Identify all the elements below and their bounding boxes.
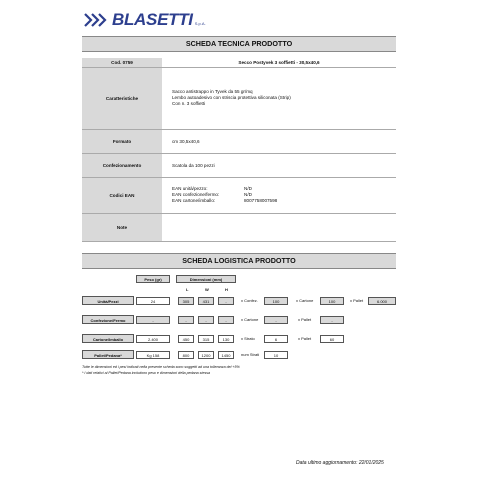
- extra-value: 100: [264, 297, 288, 305]
- ean-value: 8007758007598: [244, 198, 278, 203]
- value-note: [162, 213, 396, 241]
- product-name: Secco Postyvek 3 soffietti - 30,5x40,6: [162, 58, 396, 67]
- row-codici-ean: [82, 177, 396, 213]
- peso-unita: 24: [136, 297, 170, 305]
- extra-label: x Strato: [241, 336, 255, 341]
- row-note: [82, 213, 396, 241]
- dim-h-confezione: -: [218, 316, 234, 324]
- dimensioni-header: Dimensioni (mm): [176, 275, 236, 283]
- row-confezionamento: [82, 153, 396, 177]
- dim-w-cartone: 315: [198, 335, 214, 343]
- label-note: Note: [82, 213, 162, 241]
- extra-label: x Pallet: [298, 317, 312, 322]
- value-formato: cm 30,5x40,6: [162, 129, 396, 153]
- value-confezionamento: Scatola da 100 pezzi: [162, 153, 396, 177]
- dim-label-l: L: [186, 287, 189, 292]
- logistic-note: Tutte le dimensioni ed i pesi indicati nella presente scheda sono soggetti ad una tolleranza del +5%: [82, 365, 240, 369]
- dim-h-unita: -: [218, 297, 234, 305]
- product-header-row: [82, 58, 396, 67]
- dim-l-pallet: 800: [178, 351, 194, 359]
- dim-l-confezione: -: [178, 316, 194, 324]
- extra-value: 10: [264, 351, 288, 359]
- product-table: [82, 58, 396, 242]
- extra-label: x Confez.: [241, 298, 258, 303]
- ean-item: [172, 198, 396, 204]
- dim-label-w: W: [205, 287, 209, 292]
- peso-header: Peso (gr): [136, 275, 170, 283]
- dim-l-unita: 305: [178, 297, 194, 305]
- peso-pallet: Kg 158: [136, 351, 170, 359]
- ean-value: N/D: [244, 192, 252, 197]
- label-confezionamento: Confezionamento: [82, 153, 162, 177]
- logistic-title: SCHEDA LOGISTICA PRODOTTO: [82, 253, 396, 269]
- extra-label: x Pallet: [350, 298, 364, 303]
- last-update-date: Data ultimo aggiornamento: 22/01/2025: [296, 460, 384, 466]
- caratteristiche-line: Con n. 3 soffietti: [172, 101, 206, 106]
- product-code: Cod. 0759: [82, 58, 162, 67]
- extra-label: num Strati: [241, 352, 260, 357]
- dim-h-cartone: 130: [218, 335, 234, 343]
- logistic-note: * I dati relativi al Pallet/Pedana includono peso e dimensioni della pedana stessa: [82, 371, 211, 375]
- row-label-confezione: Confezione/Fermo: [82, 315, 134, 324]
- dim-w-pallet: 1200: [198, 351, 214, 359]
- dim-w-confezione: -: [198, 316, 214, 324]
- ean-key: EAN confezione/fermo:: [172, 192, 220, 197]
- extra-label: x Cartone: [296, 298, 314, 303]
- extra-value: 6: [264, 335, 288, 343]
- extra-label: x Cartone: [241, 317, 259, 322]
- row-caratteristiche: [82, 67, 396, 129]
- label-caratteristiche: Caratteristiche: [82, 67, 162, 129]
- dim-label-h: H: [225, 287, 228, 292]
- value-caratteristiche: [162, 67, 396, 129]
- caratteristiche-line: Sacco antistrappo in Tyvek da 55 gr/mq: [172, 89, 253, 94]
- brand-name: BLASETTI: [112, 10, 193, 29]
- brand-suffix: S.p.A.: [194, 21, 206, 26]
- ean-value: N/D: [244, 186, 252, 191]
- tech-title: SCHEDA TECNICA PRODOTTO: [82, 36, 396, 52]
- ean-key: EAN cartone/imballo:: [172, 198, 216, 203]
- row-label-pallet: Pallet/Pedana*: [82, 350, 134, 359]
- value-codici-ean: [162, 177, 396, 213]
- peso-confezione: -: [136, 316, 170, 324]
- row-formato: [82, 129, 396, 153]
- label-formato: Formato: [82, 129, 162, 153]
- extra-label: x Pallet: [298, 336, 312, 341]
- caratteristiche-line: Lembo autoadesivo con striscia protettiva siliconata (Strip): [172, 95, 291, 100]
- extra-value: 6.000: [368, 297, 396, 305]
- extra-value: -: [320, 316, 344, 324]
- row-label-cartone: Cartone/Imballo: [82, 334, 134, 343]
- ean-key: EAN unità/pezzo:: [172, 186, 208, 191]
- dim-l-cartone: 450: [178, 335, 194, 343]
- dim-h-pallet: 1450: [218, 351, 234, 359]
- extra-value: 100: [320, 297, 344, 305]
- peso-cartone: 2.400: [136, 335, 170, 343]
- extra-value: 60: [320, 335, 344, 343]
- row-label-unita: Unità/Pezzi: [82, 296, 134, 305]
- extra-value: -: [264, 316, 288, 324]
- label-codici-ean: Codici EAN: [82, 177, 162, 213]
- dim-w-unita: 431: [198, 297, 214, 305]
- blasetti-logo-icon: [84, 13, 110, 27]
- brand-logo: [84, 11, 206, 29]
